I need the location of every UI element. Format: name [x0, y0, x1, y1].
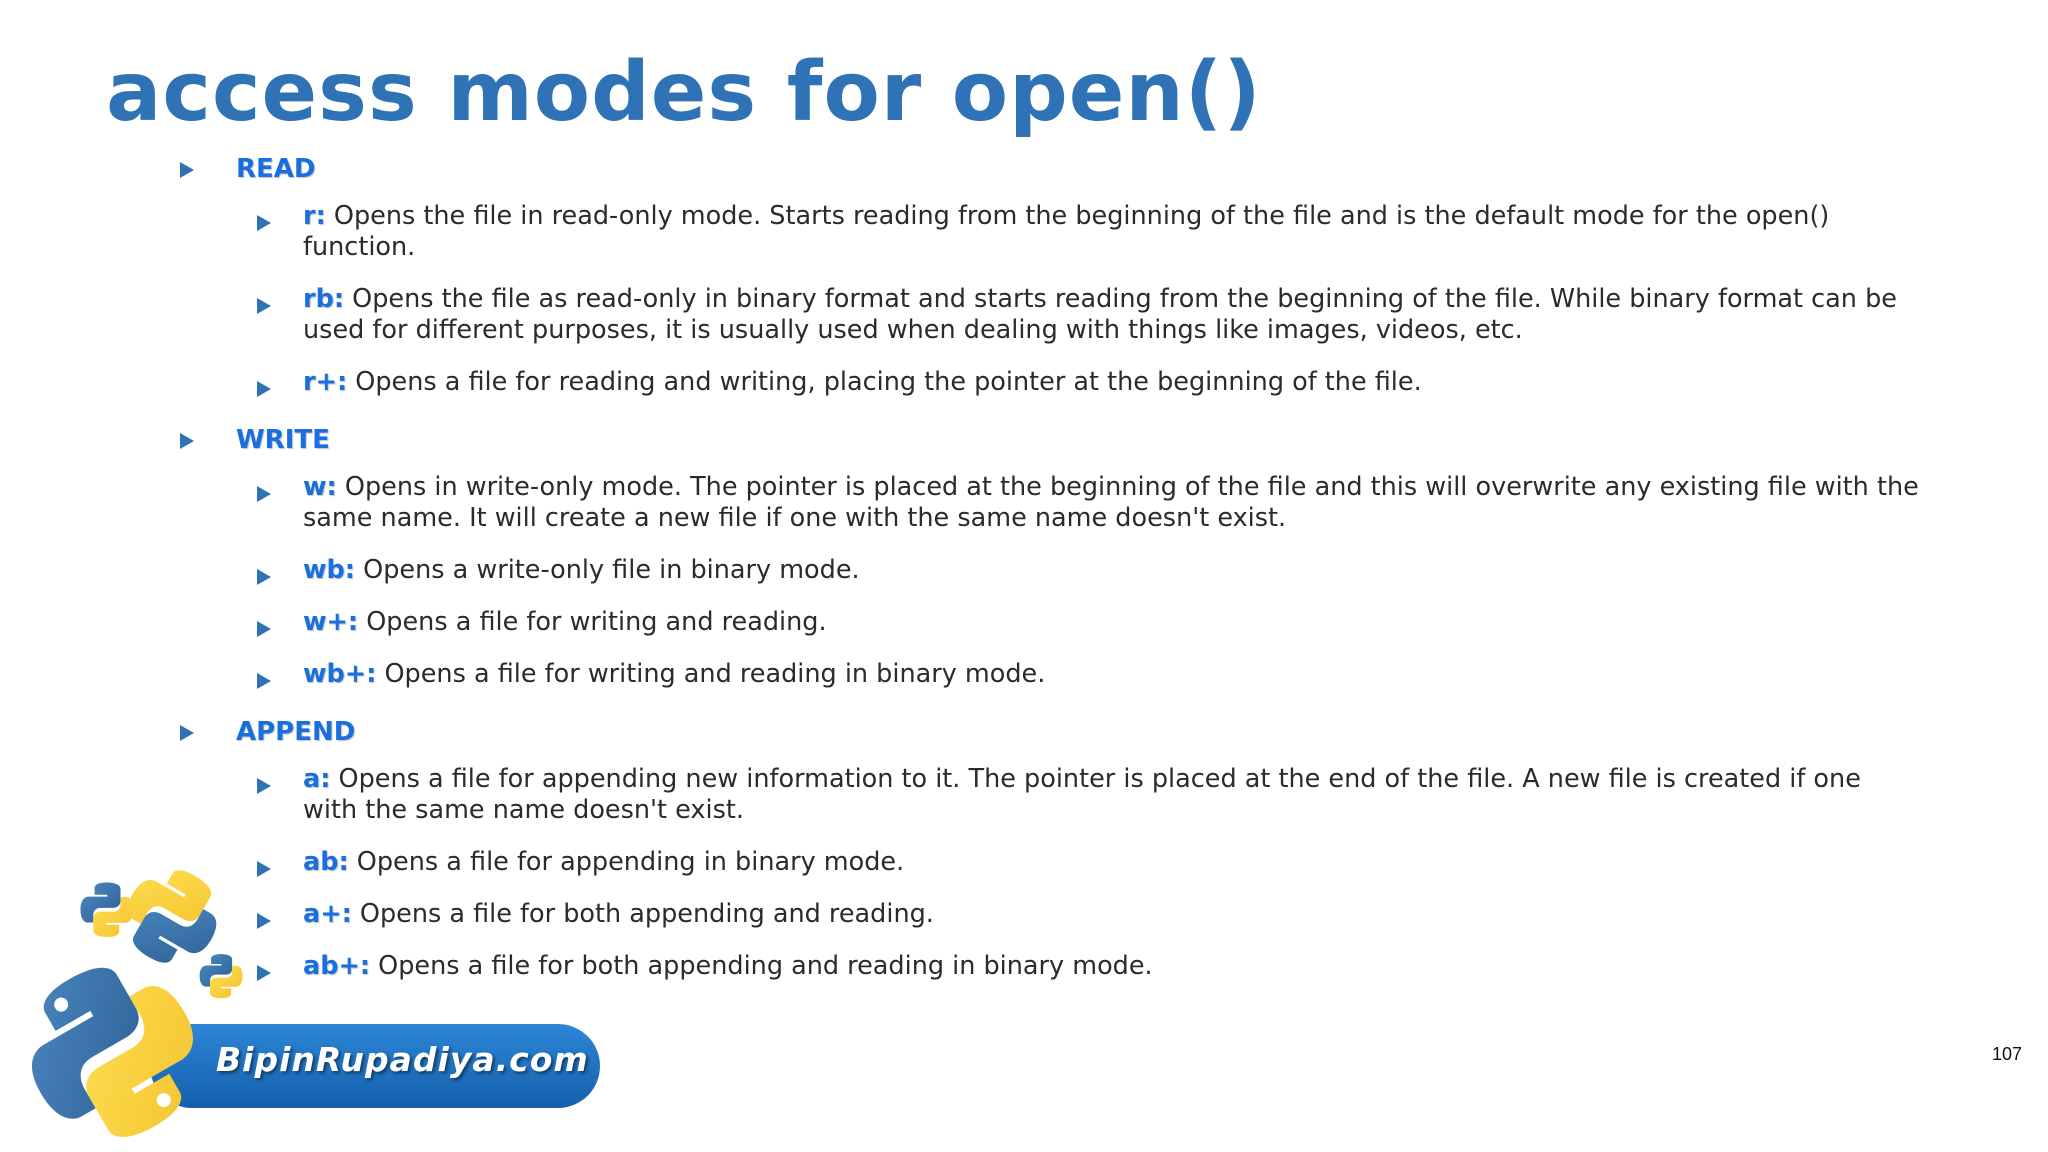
list-item: [0, 555, 2048, 586]
bullet-arrow-icon: [180, 162, 194, 178]
bullet-arrow-icon: [257, 298, 271, 314]
mode-description: Opens a file for both appending and reading.: [351, 899, 934, 929]
section-write: [0, 419, 2048, 472]
page-title: access modes for open(): [106, 45, 1262, 140]
mode-code: w+:: [303, 607, 359, 637]
list-item: [0, 284, 2048, 346]
mode-code: rb:: [303, 284, 345, 314]
bullet-arrow-icon: [257, 778, 271, 794]
bullet-arrow-icon: [257, 215, 271, 231]
mode-code: wb+:: [303, 659, 377, 689]
mode-code: wb:: [303, 555, 356, 585]
mode-description: Opens a file for writing and reading in binary mode.: [376, 659, 1046, 689]
mode-description: Opens a file for writing and reading.: [358, 607, 827, 637]
mode-code: a+:: [303, 899, 352, 929]
section-append: [0, 711, 2048, 764]
mode-description: Opens the file in read-only mode. Starts reading from the beginning of the file and is the default mode for the open() function.: [303, 201, 1830, 262]
mode-description: Opens a write-only file in binary mode.: [355, 555, 860, 585]
list-item: [0, 659, 2048, 690]
list-item: [0, 472, 2048, 534]
mode-description: Opens the file as read-only in binary format and starts reading from the beginning of the file. While binary format can be used for different purposes, it is usually used when dealing with things like images, videos, etc.: [303, 284, 1897, 345]
bullet-arrow-icon: [257, 621, 271, 637]
mode-code: r+:: [303, 367, 348, 397]
mode-description: Opens a file for both appending and reading in binary mode.: [370, 951, 1153, 981]
list-item: [0, 367, 2048, 398]
mode-description: Opens a file for reading and writing, placing the pointer at the beginning of the file.: [347, 367, 1422, 397]
python-logo-icon: [0, 860, 610, 1152]
mode-code: a:: [303, 764, 331, 794]
mode-description: Opens in write-only mode. The pointer is placed at the beginning of the file and this will overwrite any existing file with the same name. It will create a new file if one with the same name doesn't exist.: [303, 472, 1919, 533]
mode-code: ab:: [303, 847, 349, 877]
list-item: [0, 201, 2048, 263]
section-read: [0, 148, 2048, 201]
list-item: [0, 764, 2048, 826]
mode-code: r:: [303, 201, 326, 231]
list-item: [0, 607, 2048, 638]
mode-code: ab+:: [303, 951, 371, 981]
section-heading: READ: [236, 154, 316, 184]
bullet-arrow-icon: [257, 381, 271, 397]
bullet-arrow-icon: [257, 486, 271, 502]
bullet-arrow-icon: [257, 569, 271, 585]
logo-text: BipinRupadiya.com: [216, 1040, 589, 1079]
section-heading: APPEND: [236, 717, 356, 747]
mode-code: w:: [303, 472, 337, 502]
mode-description: Opens a file for appending in binary mode.: [348, 847, 905, 877]
bullet-arrow-icon: [180, 725, 194, 741]
bullet-arrow-icon: [180, 433, 194, 449]
section-heading: WRITE: [236, 425, 330, 455]
page-number: 107: [1991, 1044, 2022, 1064]
bullet-arrow-icon: [257, 673, 271, 689]
mode-description: Opens a file for appending new information to it. The pointer is placed at the end of the file. A new file is created if one with the same name doesn't exist.: [303, 764, 1861, 825]
